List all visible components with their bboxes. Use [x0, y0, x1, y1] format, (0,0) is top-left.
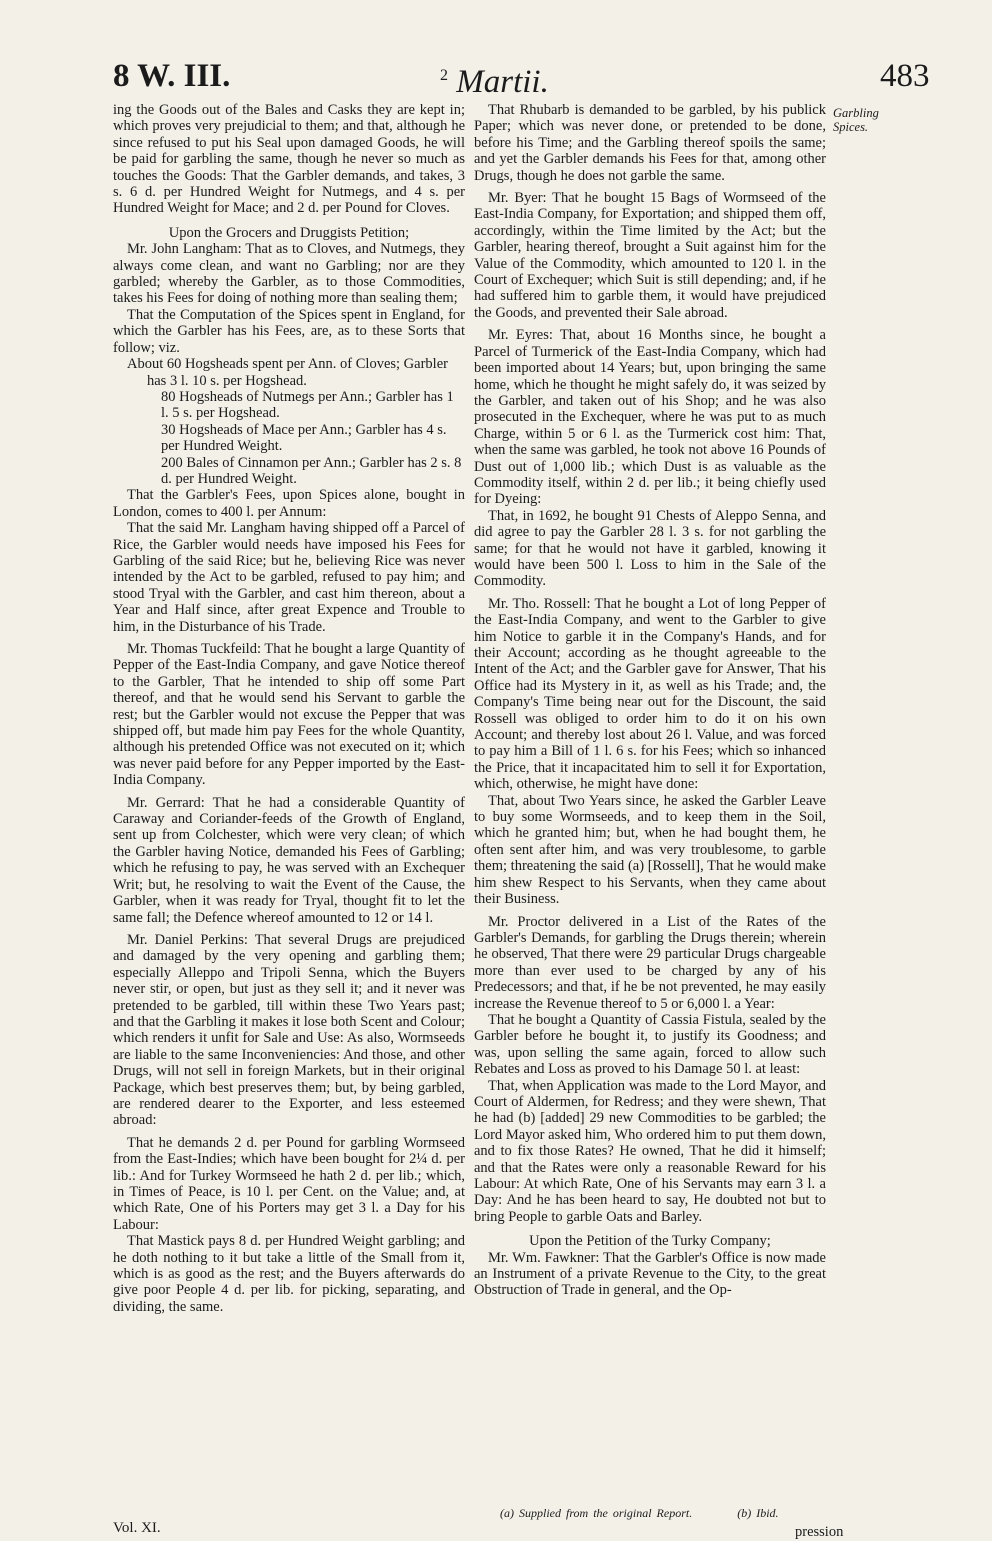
- footnote-b: (b) Ibid.: [737, 1506, 779, 1520]
- paragraph: Mr. Gerrard: That he had a considerable Quantity of Caraway and Coriander-feeds of the Growth of England, sent up from Colchester, which were very clean; of which the Garbler having Notice, demanded his Fees of Garbling; which he refusing to pay, he was served with an Exchequer Writ; but, he resolving to wait the Event of the Cause, the Garbler, when it was ready for Tryal, thought fit to let the same fall; the Defence whereof amounted to 12 or 14 l.: [113, 794, 465, 926]
- paragraph: That the Computation of the Spices spent in England, for which the Garbler has his Fees, are, as to these Sorts that follow; viz.: [113, 306, 465, 356]
- right-column: [474, 102, 826, 1299]
- catchword: pression: [795, 1524, 844, 1540]
- paragraph: Upon the Petition of the Turky Company;: [529, 1233, 771, 1250]
- paragraph: That Mastick pays 8 d. per Hundred Weight garbling; and he doth nothing to it but take a little of the Small from it, which is as good as the rest; and the Buyers afterwards do give poor People 4 d. per lib. for picking, separating, and dividing, the same.: [113, 1233, 465, 1315]
- paragraph: That Rhubarb is demanded to be garbled, by his publick Paper; which was never done, or pretended to be done, before his Time; and the Garbling thereof spoils the same; and yet the Garbler demands his Fees for that, among other Drugs, though he does not garble the same.: [474, 102, 826, 184]
- date-day: 2: [440, 67, 448, 84]
- paragraph: 80 Hogsheads of Nutmegs per Ann.; Garbler has 1 l. 5 s. per Hogshead.: [161, 388, 454, 422]
- paragraph: ing the Goods out of the Bales and Casks they are kept in; which proves very prejudicial to them; and that, although he since refused to put his Seal upon damaged Goods, he will be paid for garbling the same, though he never so much as touches the Goods: That the Garbler demands, and takes, 3 s. 6 d. per Hundred Weight for Nutmegs, and 4 s. per Hundred Weight for Mace; and 2 d. per Pound for Cloves.: [113, 102, 465, 217]
- paragraph: Upon the Grocers and Druggists Petition;: [168, 224, 410, 241]
- paragraph: Mr. Daniel Perkins: That several Drugs are prejudiced and damaged by the very opening and garbling them; especially Alleppo and Tripoli Senna, which the Buyers never stir, or open, but just as they sell it; and it never was pretended to be garbled, till within these Two Years past; and that the Garbling it makes it lose both Scent and Colour; which renders it unfit for Sale and Use: As also, Wormseeds are liable to the same Inconveniencies: And those, and other Drugs, will not sell in foreign Markets, but in their original Package, which best preserves them; but, by being garbled, are rendered dearer to the Exporter, and less esteemed abroad:: [113, 931, 465, 1129]
- volume-signature: Vol. XI.: [113, 1520, 161, 1536]
- paragraph: Mr. Wm. Fawkner: That the Garbler's Office is now made an Instrument of a private Revenue to the City, to the great Obstruction of Trade in general, and the Op-: [474, 1249, 826, 1299]
- running-head-date: [440, 56, 549, 102]
- paragraph: 200 Bales of Cinnamon per Ann.; Garbler has 2 s. 8 d. per Hundred Weight.: [161, 454, 462, 487]
- paragraph: That the said Mr. Langham having shipped off a Parcel of Rice, the Garbler would needs have imposed his Fees for Garbling of the said Rice; but he, believing Rice was never intended by the Act to be garbled, refused to pay him; and stood Tryal with the Garbler, and cast him thereon, about a Year and Half since, after great Expence and Trouble to him, in the Disturbance of his Trade.: [113, 520, 465, 635]
- paragraph: That he demands 2 d. per Pound for garbling Wormseed from the East-Indies; which have been bought for 2¼ d. per lib.: And for Turkey Wormseed he hath 2 d. per lib.; which, in Times of Peace, is 10 l. per Cent. on the Value; and, at which Rate, One of his Porters may get 3 l. a Day for his Labour:: [113, 1134, 465, 1233]
- footnote-a: (a) Supplied from the original Report.: [500, 1506, 693, 1520]
- paragraph: That, about Two Years since, he asked the Garbler Leave to buy some Wormseeds, and to keep them in the Soil, which he granted him; but, when he had bought them, he often sent after him, and was very troublesome, to garble them; threatening the said (a) [Rossell], That he would make him shew Respect to his Servants, when they came about their Business.: [474, 792, 826, 908]
- paragraph: Mr. Tho. Rossell: That he bought a Lot of long Pepper of the East-India Company, and went to the Garbler to give him Notice to garble it in the Company's Hands, and for their Account; according as he thought agreeable to the Intent of the Act; and the Garbler gave for Answer, That his Office had its Mystery in it, as well as his Trade; and, the Company's Time being near out for the Discount, the said Rossell was obliged to order him to do it on his own Account; and thereby lost about 26 l. Value, and was forced to pay him a Bill of 1 l. 6 s. for his Fees; which so inhanced the Price, that it incapacitated him to sell it for Exportation, which, otherwise, he might have done:: [474, 595, 826, 793]
- left-column: [113, 102, 465, 1315]
- paragraph: That, in 1692, he bought 91 Chests of Aleppo Senna, and did agree to pay the Garbler 28 l. 3 s. for not garbling the same; for that he would not have it garbled, knowing it would have been 500 l. Loss to him in the Sale of the Commodity.: [474, 507, 826, 590]
- paragraph: Mr. Byer: That he bought 15 Bags of Wormseed of the East-India Company, for Exportation; and shipped them off, accordingly, within the Time limited by the Act; but the Garbler, hearing thereof, brought a Suit against him for the Value of the Commodity, which amounted to 120 l. in the Court of Exchequer; which Suit is still depending; and, if he had suffered him to garble them, it would have prejudiced the Goods, and prevented their Sale abroad.: [474, 190, 826, 321]
- page-number: 483: [880, 58, 930, 94]
- paragraph: That he bought a Quantity of Cassia Fistula, sealed by the Garbler before he bought it, to justify its Goodness; and was, upon selling the same again, forced to allow such Rebates and Loss as proved to his Damage 50 l. at least:: [474, 1011, 826, 1078]
- paragraph: Mr. Proctor delivered in a List of the Rates of the Garbler's Demands, for garbling the Drugs therein; wherein he observed, That there were 29 particular Drugs chargeable more than ever used to be charged by any of his Predecessors; and that, if he be not prevented, he may easily increase the Revenue thereof to 5 or 6,000 l. a Year:: [474, 913, 826, 1012]
- footnotes: [500, 1506, 819, 1521]
- paragraph: About 60 Hogsheads spent per Ann. of Cloves; Garbler has 3 l. 10 s. per Hogshead.: [127, 356, 448, 389]
- margin-note: Garbling Spices.: [833, 106, 879, 134]
- paragraph: Mr. Eyres: That, about 16 Months since, he bought a Parcel of Turmerick of the East-India Company, which had been imported about 14 Years; but, upon bringing the same home, which he thought he might safely do, it was seized by the Garbler, and taken out of his Shop; and he was also prosecuted in the Exchequer, where he was put to as much Charge, within 5 or 6 l. as the Turmerick cost him: That, when the same was garbled, he took not above 16 Pounds of Dust out of 1,000 lib.; which Dust is as valuable as the Commodity itself, within 2 d. per lib.; it being chiefly used for Dyeing:: [474, 327, 826, 508]
- running-head-left: 8 W. III.: [113, 58, 231, 94]
- paragraph: Mr. John Langham: That as to Cloves, and Nutmegs, they always come clean, and want no Garbling; nor are they garbled; whereby the Garbler, as to those Commodities, takes his Fees for doing of nothing more than sealing them;: [113, 241, 465, 307]
- date-month: Martii.: [456, 64, 549, 100]
- paragraph: That the Garbler's Fees, upon Spices alone, bought in London, comes to 400 l. per Annum:: [113, 487, 465, 520]
- paragraph: 30 Hogsheads of Mace per Ann.; Garbler has 4 s. per Hundred Weight.: [161, 421, 447, 455]
- paragraph: That, when Application was made to the Lord Mayor, and Court of Aldermen, for Redress; and they were shewn, That he had (b) [added] 29 new Commodities to be garbled; the Lord Mayor asked him, Who ordered him to put them down, and to fix those Rates? He owned, That he did it himself; and that the Rates were only a reasonable Reward for his Labour: At which Rate, One of his Servants may earn 3 l. a Day: And he has been heard to say, He doubted not but to bring People to garble Oats and Barley.: [474, 1077, 826, 1225]
- paragraph: Mr. Thomas Tuckfeild: That he bought a large Quantity of Pepper of the East-India Company, and gave Notice thereof to the Garbler, That he intended to ship off some Part thereof, and that he would send his Servant to garble the rest; but the Garbler would not excuse the Pepper that was shipped off, but made him pay Fees for the whole Quantity, although his pretended Office was not executed on it; which was never paid before for any Pepper imported by the East-India Company.: [113, 641, 465, 789]
